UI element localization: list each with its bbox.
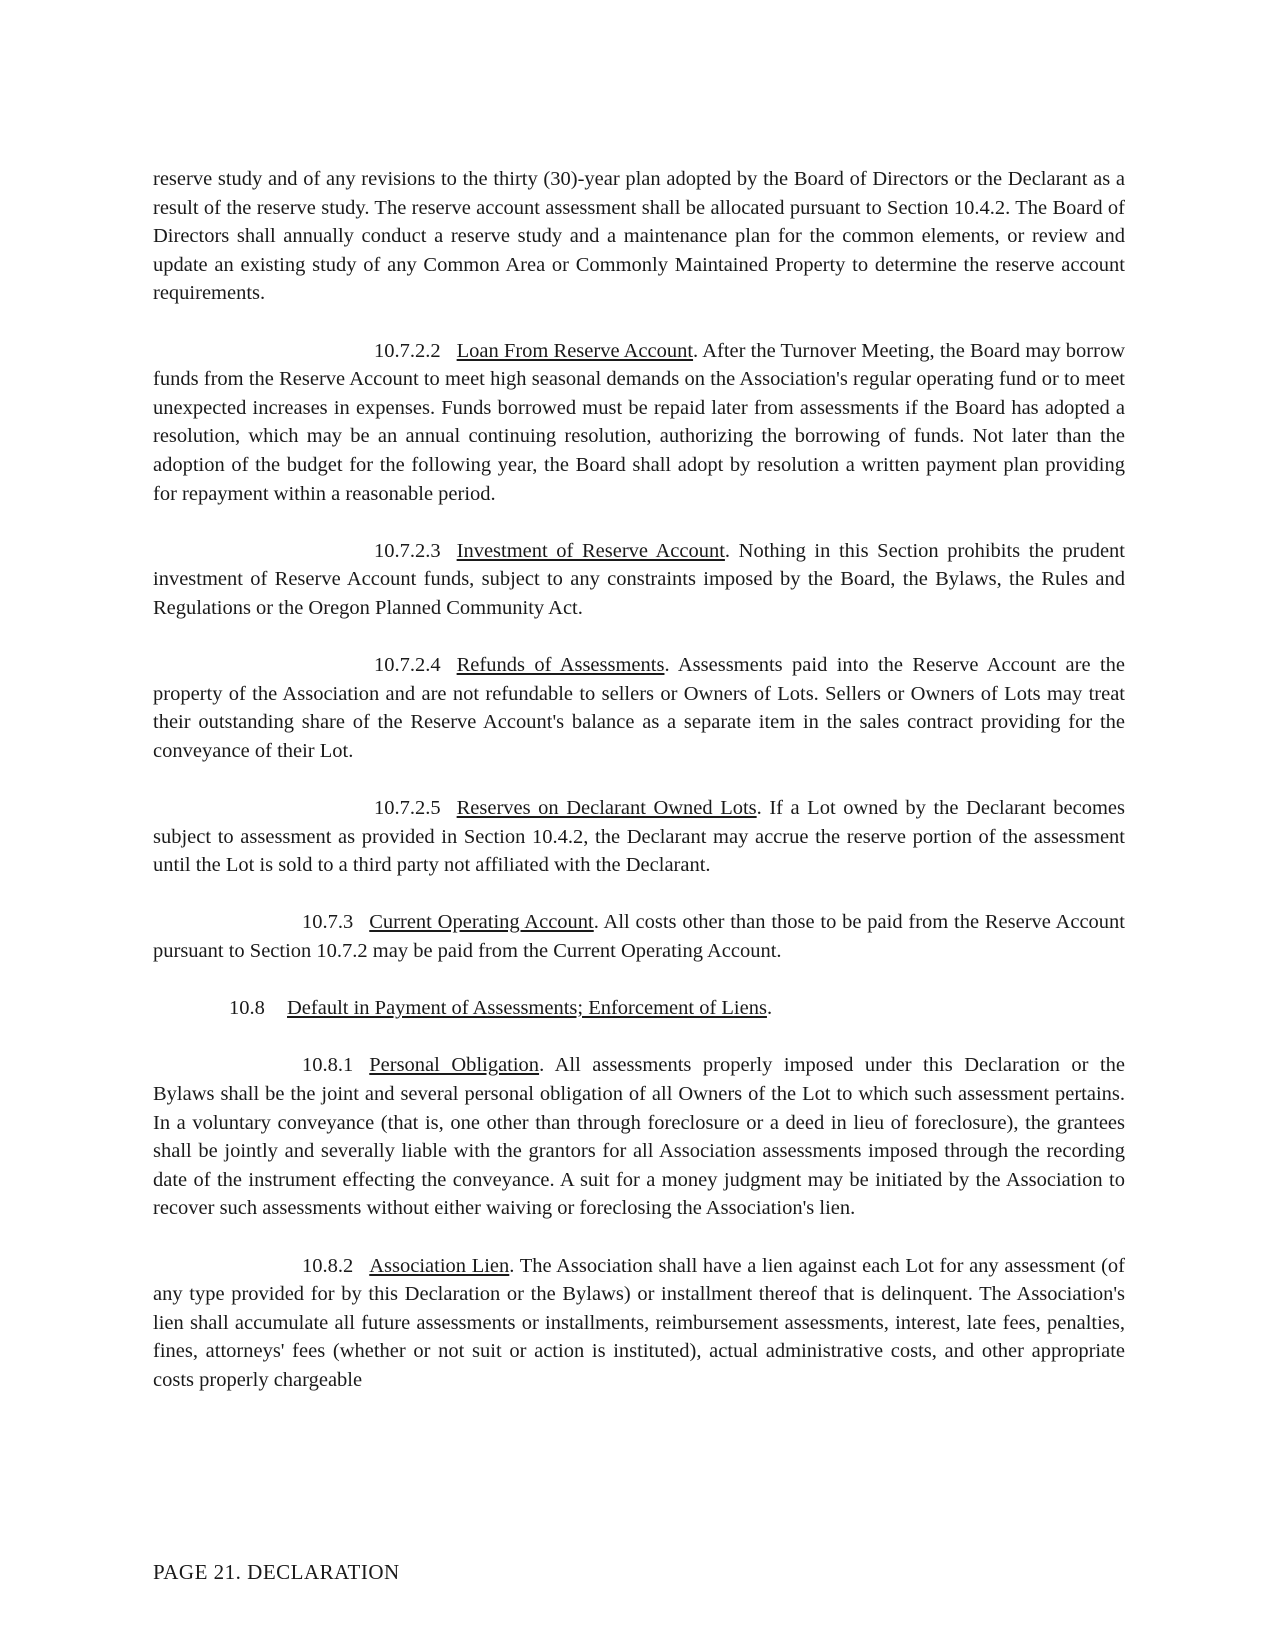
section-number: 10.8.1 bbox=[302, 1054, 354, 1077]
section-text: . All assessments properly imposed under this Declaration or the Bylaws shall be the joint and several personal obligation of all Owners of the Lot to which such assessment pertains. In a voluntary conveyance (that is, one other than through foreclosure or a deed in lieu of foreclosure), the grantees shall be jointly and severally liable with the grantors for all Association assessments imposed through the recording date of the instrument effecting the conveyance. A suit for a money judgment may be initiated by the Association to recover such assessments without either waiving or foreclosing the Association's lien. bbox=[153, 1054, 1125, 1220]
page-footer: PAGE 21. DECLARATION bbox=[153, 1560, 400, 1584]
document-body bbox=[153, 165, 1125, 1423]
section-10-7-2-3 bbox=[153, 537, 1125, 623]
section-title: Association Lien bbox=[369, 1254, 510, 1277]
section-title: Refunds of Assessments bbox=[456, 654, 665, 677]
section-title: Investment of Reserve Account bbox=[456, 539, 725, 562]
section-number: 10.7.2.4 bbox=[374, 654, 441, 677]
section-text: . Nothing in this Section prohibits the prudent investment of Reserve Account funds, subject to any constraints imposed by the Board, the Bylaws, the Rules and Regulations or the Oregon Planned Community Act. bbox=[153, 539, 1125, 619]
section-10-7-3 bbox=[153, 908, 1125, 965]
section-number: 10.7.2.3 bbox=[374, 539, 441, 562]
section-title: Current Operating Account bbox=[369, 911, 594, 934]
section-10-8-heading bbox=[229, 994, 1125, 1023]
section-text: . If a Lot owned by the Declarant becomes subject to assessment as provided in Section 10.4.2, the Declarant may accrue the reserve portion of the assessment until the Lot is sold to a third party not affiliated with the Declarant. bbox=[153, 797, 1125, 877]
section-text: . Assessments paid into the Reserve Account are the property of the Association and are not refundable to sellers or Owners of Lots. Sellers or Owners of Lots may treat their outstanding share of the Reserve Account's balance as a separate item in the sales contract providing for the conveyance of their Lot. bbox=[153, 654, 1125, 762]
section-text: . After the Turnover Meeting, the Board may borrow funds from the Reserve Account to meet high seasonal demands on the Association's regular operating fund or to meet unexpected increases in expenses. Funds borrowed must be repaid later from assessments if the Board has adopted a resolution, which may be an annual continuing resolution, authorizing the borrowing of funds. Not later than the adoption of the budget for the following year, the Board shall adopt by resolution a written payment plan providing for repayment within a reasonable period. bbox=[153, 339, 1126, 505]
section-10-7-2-5 bbox=[153, 794, 1125, 880]
section-text: . The Association shall have a lien against each Lot for any assessment (of any type provided for by this Declaration or the Bylaws) or installment thereof that is delinquent. The Association's lien shall accumulate all future assessments or installments, reimbursement assessments, interest, late fees, penalties, fines, attorneys' fees (whether or not suit or action is instituted), actual administrative costs, and other appropriate costs properly chargeable bbox=[153, 1254, 1125, 1391]
section-number: 10.7.2.5 bbox=[374, 797, 441, 820]
section-number: 10.8.2 bbox=[302, 1254, 354, 1277]
section-10-8-1 bbox=[153, 1051, 1125, 1223]
section-title: Reserves on Declarant Owned Lots bbox=[456, 797, 757, 820]
section-number: 10.7.3 bbox=[302, 911, 354, 934]
section-10-7-2-4 bbox=[153, 651, 1125, 765]
paragraph-reserve-study: reserve study and of any revisions to the thirty (30)-year plan adopted by the Board of Directors or the Declarant as a result of the reserve study. The reserve account assessment shall be allocated pursuant to Section 10.4.2. The Board of Directors shall annually conduct a reserve study and a maintenance plan for the common elements, or review and update an existing study of any Common Area or Commonly Maintained Property to determine the reserve account requirements. bbox=[153, 168, 1125, 305]
section-text: . bbox=[766, 997, 773, 1020]
section-title: Loan From Reserve Account bbox=[456, 339, 694, 362]
section-10-7-2-2 bbox=[153, 337, 1125, 509]
section-text: . All costs other than those to be paid from the Reserve Account pursuant to Section 10.7.2 may be paid from the Current Operating Account. bbox=[153, 911, 1125, 963]
section-10-8-2 bbox=[153, 1252, 1125, 1395]
section-title: Default in Payment of Assessments; Enforcement of Liens bbox=[287, 997, 767, 1020]
section-number: 10.8 bbox=[229, 997, 265, 1020]
section-title: Personal Obligation bbox=[369, 1054, 540, 1077]
section-number: 10.7.2.2 bbox=[374, 339, 441, 362]
